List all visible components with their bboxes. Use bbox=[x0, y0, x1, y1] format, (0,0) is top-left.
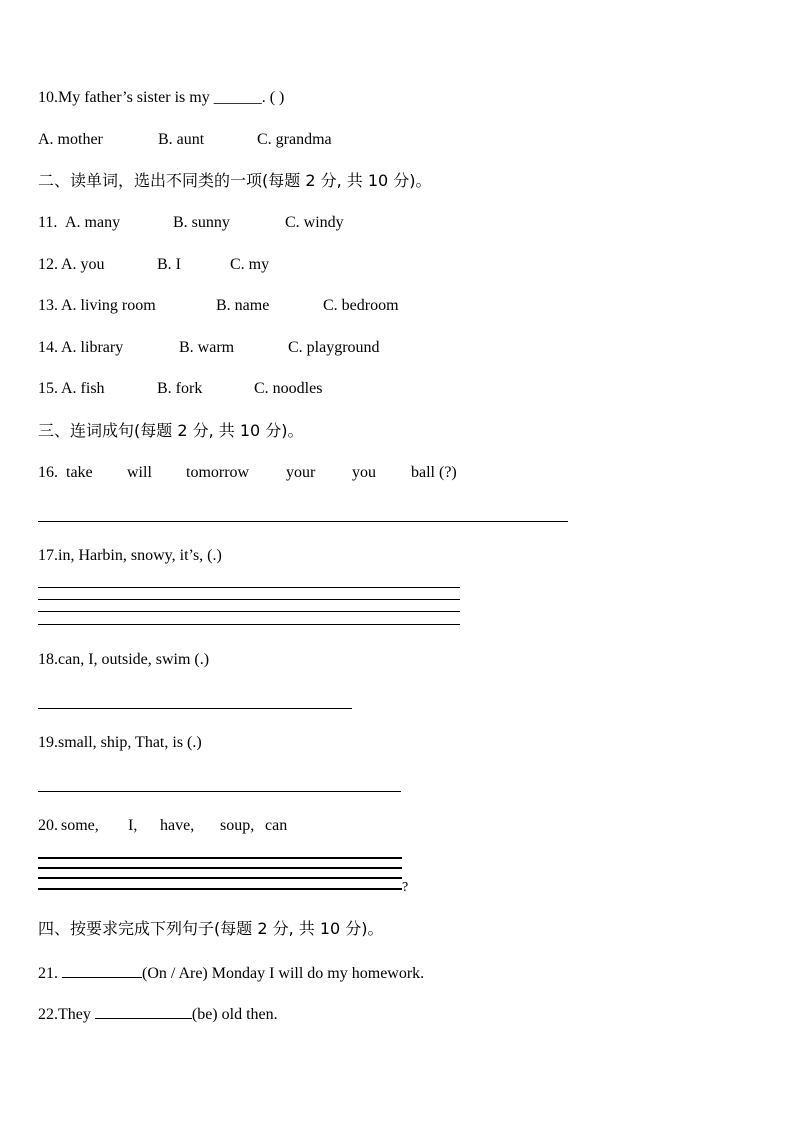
answer-line bbox=[38, 888, 402, 890]
question-number: 20. bbox=[38, 817, 58, 834]
question-15 bbox=[38, 379, 322, 399]
word: ball (?) bbox=[411, 464, 457, 481]
question-number: 11. bbox=[38, 214, 58, 231]
answer-line bbox=[38, 611, 460, 612]
question-17: 17.in, Harbin, snowy, it’s, (.) bbox=[38, 547, 222, 564]
question-14 bbox=[38, 338, 380, 358]
answer-line bbox=[38, 599, 460, 600]
question-11 bbox=[38, 213, 344, 233]
option-a: A. mother bbox=[38, 131, 103, 148]
option-b: B. fork bbox=[157, 380, 203, 397]
section-4-heading: 四、按要求完成下列句子(每题 2 分, 共 10 分)。 bbox=[38, 919, 384, 938]
answer-line bbox=[38, 624, 460, 625]
option-c: C. playground bbox=[288, 339, 380, 356]
question-21 bbox=[38, 962, 424, 984]
option-a: A. many bbox=[65, 214, 121, 231]
question-13 bbox=[38, 296, 399, 316]
option-b: B. name bbox=[216, 297, 270, 314]
option-b: B. warm bbox=[179, 339, 235, 356]
question-12 bbox=[38, 255, 269, 275]
question-19: 19.small, ship, That, is (.) bbox=[38, 734, 202, 751]
fill-blank[interactable] bbox=[95, 1003, 192, 1019]
word: tomorrow bbox=[186, 464, 250, 481]
option-b: B. aunt bbox=[158, 131, 205, 148]
question-16 bbox=[38, 463, 457, 483]
word: take bbox=[66, 464, 93, 481]
option-b: B. I bbox=[157, 256, 181, 273]
question-number: 12. bbox=[38, 256, 58, 273]
question-text: (On / Are) Monday I will do my homework. bbox=[142, 965, 425, 982]
answer-line[interactable] bbox=[38, 791, 401, 792]
question-mark: ? bbox=[402, 880, 409, 895]
answer-line[interactable] bbox=[38, 708, 352, 709]
word: you bbox=[352, 464, 376, 481]
option-c: C. windy bbox=[285, 214, 344, 231]
option-b: B. sunny bbox=[173, 214, 230, 231]
word: your bbox=[286, 464, 316, 481]
answer-line[interactable] bbox=[38, 587, 460, 588]
word: some, bbox=[61, 817, 99, 834]
answer-line bbox=[38, 867, 402, 869]
question-number: 14. bbox=[38, 339, 58, 356]
word: will bbox=[127, 464, 152, 481]
answer-line[interactable] bbox=[38, 521, 568, 522]
answer-line bbox=[38, 877, 402, 879]
section-2-heading: 二、读单词，选出不同类的一项(每题 2 分, 共 10 分)。 bbox=[38, 171, 432, 190]
question-number: 13. bbox=[38, 297, 58, 314]
option-c: C. my bbox=[230, 256, 270, 273]
option-a: A. fish bbox=[61, 380, 105, 397]
question-22 bbox=[38, 1003, 278, 1025]
question-10-options bbox=[38, 130, 332, 150]
section-3-heading: 三、连词成句(每题 2 分, 共 10 分)。 bbox=[38, 421, 304, 440]
word: soup, bbox=[220, 817, 255, 834]
option-a: A. you bbox=[61, 256, 105, 273]
question-10-stem: 10.My father’s sister is my ______. ( ) bbox=[38, 89, 285, 106]
question-number: 21. bbox=[38, 965, 58, 982]
question-text: (be) old then. bbox=[191, 1006, 278, 1023]
question-number: 22.They bbox=[38, 1006, 91, 1023]
option-c: C. noodles bbox=[254, 380, 323, 397]
option-c: C. grandma bbox=[257, 131, 332, 148]
fill-blank[interactable] bbox=[62, 962, 142, 978]
word: I, bbox=[128, 817, 138, 834]
question-number: 15. bbox=[38, 380, 58, 397]
answer-line[interactable] bbox=[38, 857, 402, 859]
question-18: 18.can, I, outside, swim (.) bbox=[38, 651, 210, 668]
option-c: C. bedroom bbox=[323, 297, 399, 314]
option-a: A. library bbox=[61, 339, 124, 356]
word: can bbox=[265, 817, 288, 834]
option-a: A. living room bbox=[61, 297, 156, 314]
word: have, bbox=[160, 817, 195, 834]
question-20 bbox=[38, 816, 287, 836]
question-number: 16. bbox=[38, 464, 58, 481]
